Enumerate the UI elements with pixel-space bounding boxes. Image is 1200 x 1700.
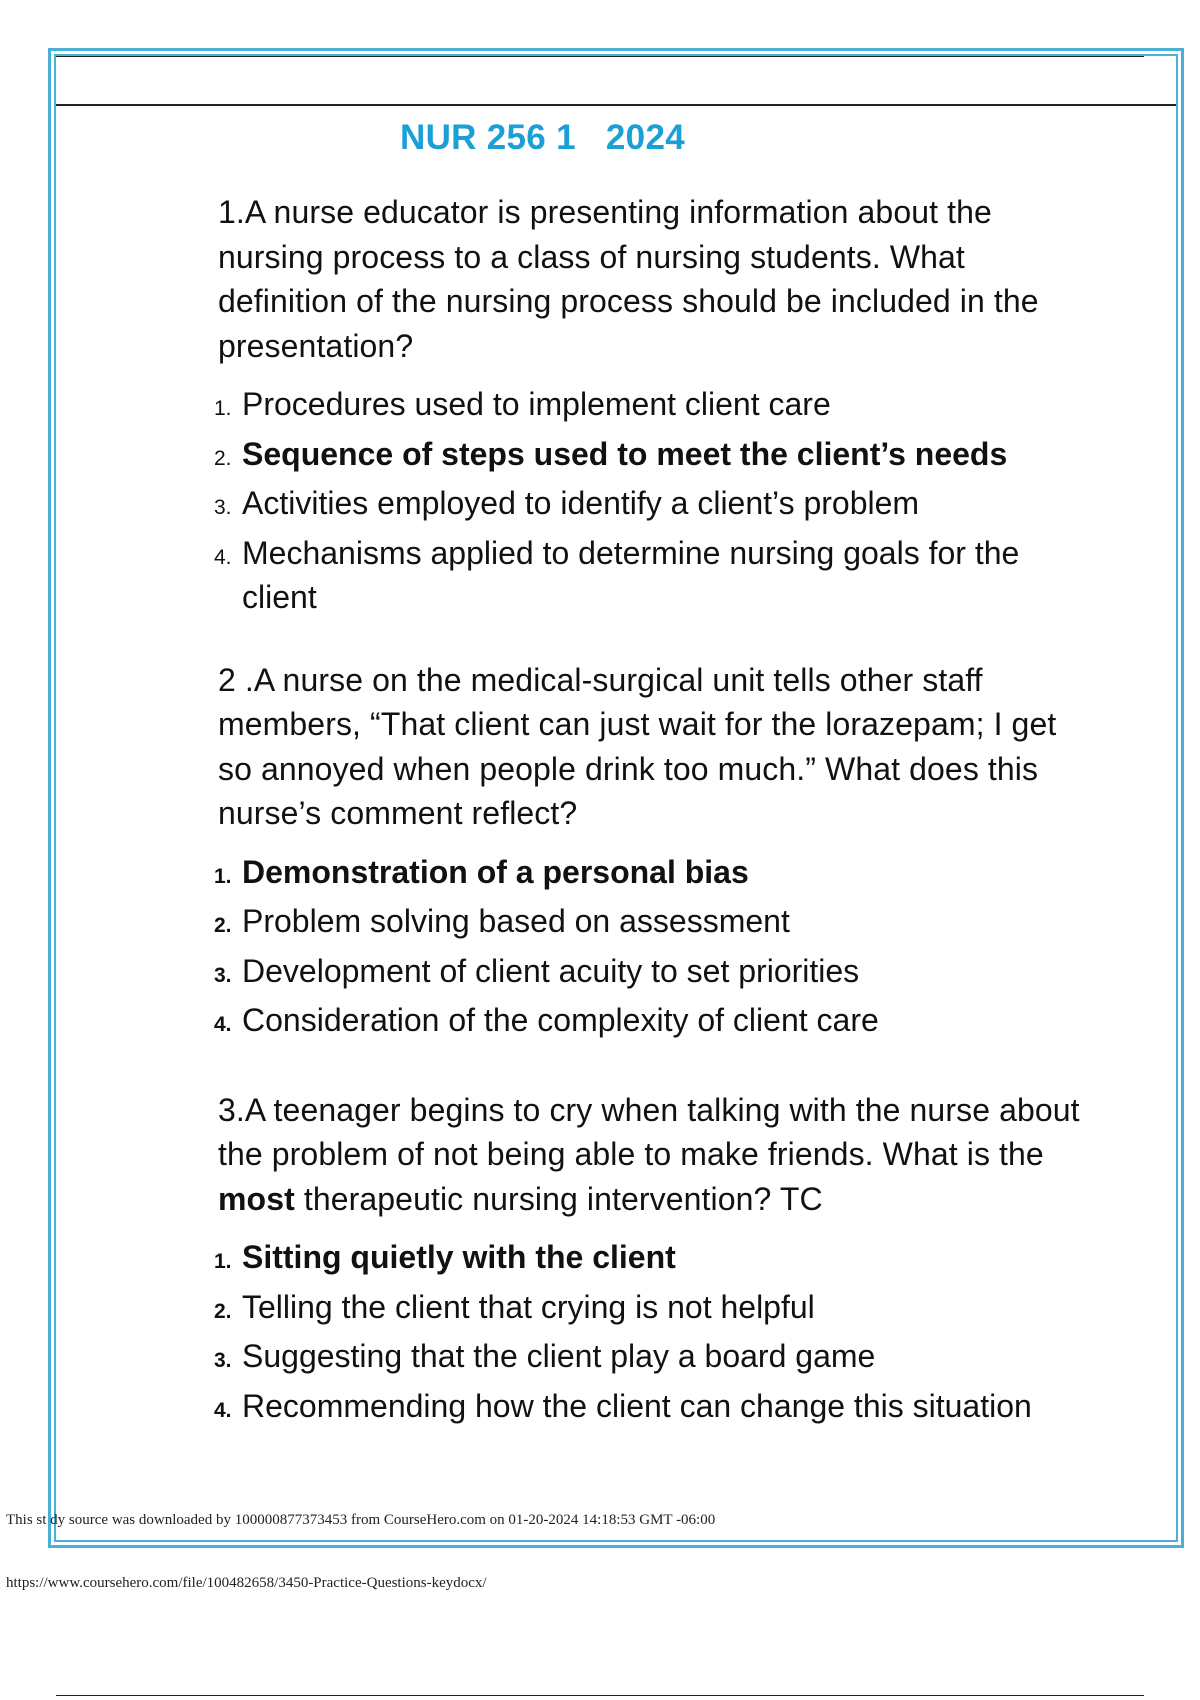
option-text: Recommending how the client can change this situation xyxy=(242,1387,1032,1424)
option-text: Activities employed to identify a client’s problem xyxy=(242,485,920,521)
option-item xyxy=(214,850,1098,900)
option-text: Problem solving based on assessment xyxy=(242,903,790,939)
option-list xyxy=(214,850,1098,1048)
option-list xyxy=(214,382,1098,620)
option-text: Development of client acuity to set priorities xyxy=(242,952,860,989)
option-item xyxy=(214,1334,1098,1384)
question-text-part: 3.A teenager begins to cry when talking with the nurse about the problem of not being able to make friends. What is the xyxy=(218,1091,1080,1172)
footer-rule xyxy=(56,1695,1144,1696)
question-block-1 xyxy=(214,190,1098,620)
question-emphasis: most xyxy=(218,1180,295,1217)
question-text-part: therapeutic nursing intervention? TC xyxy=(294,1180,823,1217)
header-rule-top xyxy=(56,56,1144,57)
option-text: Telling the client that crying is not helpful xyxy=(242,1288,815,1325)
option-number: 3. xyxy=(214,963,232,987)
question-text: 1.A nurse educator is presenting information about the nursing process to a class of nursing students. What definition of the nursing process should be included in the presentation? xyxy=(218,194,1039,364)
option-text-correct: Sequence of steps used to meet the client’s needs xyxy=(242,435,1008,472)
question-block-3 xyxy=(214,1088,1098,1434)
option-number: 1. xyxy=(214,1250,232,1273)
option-number: 1. xyxy=(214,864,232,888)
document-title: NUR 256 1 2024 xyxy=(400,118,685,157)
option-item xyxy=(214,899,1098,949)
option-item xyxy=(214,382,1098,432)
option-number: 3. xyxy=(214,1349,232,1372)
option-item xyxy=(214,1235,1098,1285)
download-source-notice: This st dy source was downloaded by 100000877373453 from CourseHero.com on 01-20-2024 14:18:53 GMT -06:00 xyxy=(6,1512,716,1528)
option-item xyxy=(214,998,1098,1048)
option-text: Mechanisms applied to determine nursing goals for the client xyxy=(242,534,1020,615)
question-text xyxy=(218,1088,1098,1222)
option-item xyxy=(214,1384,1098,1434)
option-text: Procedures used to implement client care xyxy=(242,386,831,422)
option-list xyxy=(214,1235,1098,1433)
question-block-2 xyxy=(214,658,1098,1048)
question-list xyxy=(214,190,1098,1461)
option-text-correct: Demonstration of a personal bias xyxy=(242,853,749,890)
header-rule-bottom xyxy=(56,104,1176,106)
option-item xyxy=(214,481,1098,531)
option-item xyxy=(214,531,1098,620)
option-text-correct: Sitting quietly with the client xyxy=(242,1239,676,1275)
source-url[interactable]: https://www.coursehero.com/file/100482658/3450-Practice-Questions-keydocx/ xyxy=(6,1575,487,1591)
option-item xyxy=(214,432,1098,482)
option-text: Consideration of the complexity of client care xyxy=(242,1002,879,1038)
option-number: 4. xyxy=(214,1013,232,1036)
option-number: 2. xyxy=(214,1299,232,1323)
option-number: 2. xyxy=(214,446,232,470)
option-item xyxy=(214,1285,1098,1335)
option-text: Suggesting that the client play a board game xyxy=(242,1338,876,1374)
option-number: 1. xyxy=(214,397,232,420)
option-number: 4. xyxy=(214,1398,232,1422)
option-item xyxy=(214,949,1098,999)
option-number: 2. xyxy=(214,914,232,937)
option-number: 4. xyxy=(214,545,232,569)
question-text: 2 .A nurse on the medical-surgical unit tells other staff members, “That client can just wait for the lorazepam; I get so annoyed when people drink too much.” What does this nurse’s comment reflect? xyxy=(218,661,1057,831)
option-number: 3. xyxy=(214,496,232,519)
